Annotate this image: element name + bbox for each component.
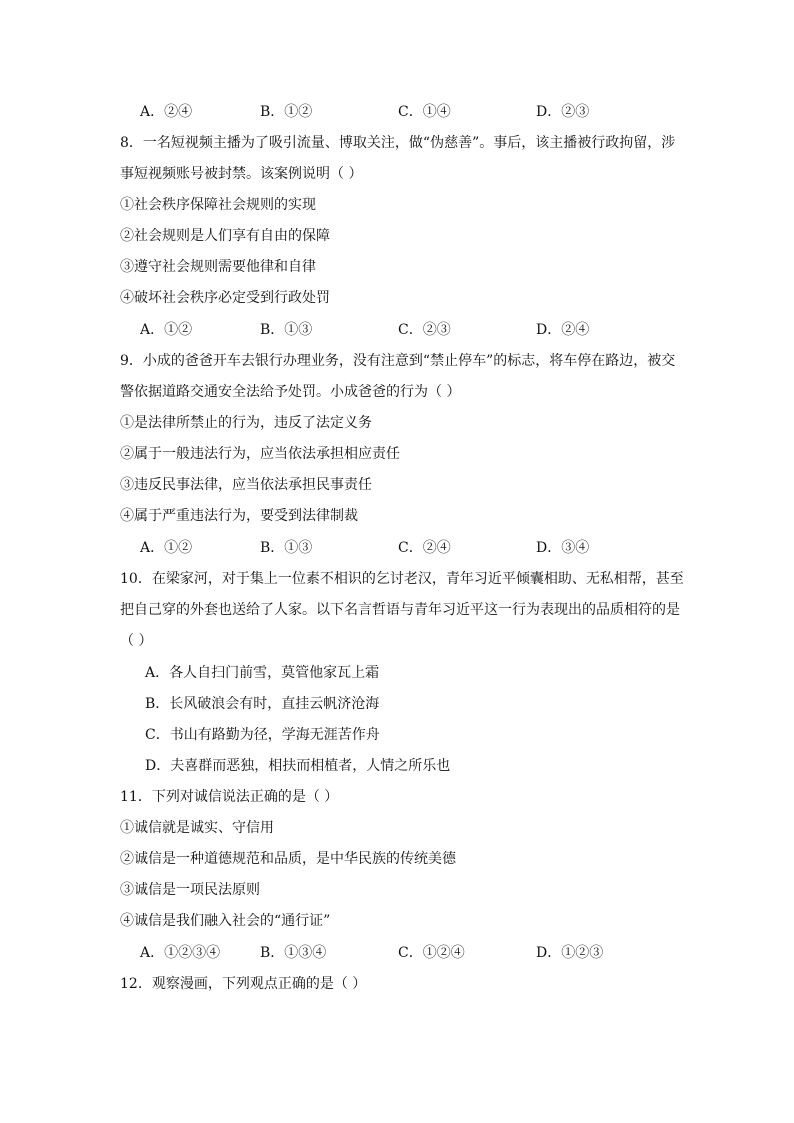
option-b: B．①②	[260, 104, 313, 120]
q10-choice-b: B．长风破浪会有时，直挂云帆济沧海	[145, 696, 380, 712]
q8-stem-line2: 事短视频账号被封禁。该案例说明（ ）	[120, 166, 363, 182]
q9-statement-2: ②属于一般违法行为，应当依法承担相应责任	[120, 446, 400, 462]
option-a: A．①②	[140, 322, 193, 338]
q12-stem-line1: 12．观察漫画，下列观点正确的是（ ）	[120, 976, 367, 992]
q11-stem-line1: 11．下列对诚信说法正确的是（ ）	[120, 789, 339, 805]
q10-choice-a: A．各人自扫门前雪，莫管他家瓦上霜	[145, 665, 380, 681]
option-d: D．①②③	[536, 945, 604, 961]
q11-statement-3: ③诚信是一项民法原则	[120, 882, 260, 898]
q8-statement-3: ③遵守社会规则需要他律和自律	[120, 259, 316, 275]
q9-statement-4: ④属于严重违法行为，要受到法律制裁	[120, 508, 358, 524]
q9-stem-line1: 9．小成的爸爸开车去银行办理业务，没有注意到“禁止停车”的标志，将车停在路边，被交	[120, 353, 676, 369]
option-b: B．①③	[260, 322, 313, 338]
option-c: C．②④	[398, 540, 451, 556]
option-b: B．①③	[260, 540, 313, 556]
q10-stem-line1: 10．在梁家河，对于集上一位素不相识的乞讨老汉，青年习近平倾囊相助、无私相帮，甚至	[120, 571, 684, 587]
q9-stem-line2: 警依据道路交通安全法给予处罚。小成爸爸的行为（ ）	[120, 384, 461, 400]
option-c: C．①④	[398, 104, 451, 120]
q10-choice-d: D．夫喜群而恶独，相扶而相植者，人情之所乐也	[145, 758, 451, 774]
q11-statement-4: ④诚信是我们融入社会的“通行证”	[120, 913, 331, 929]
option-c: C．①②④	[398, 945, 465, 961]
q8-statement-1: ①社会秩序保障社会规则的实现	[120, 197, 316, 213]
option-a: A．①②	[140, 540, 193, 556]
q10-stem-line3: （ ）	[120, 633, 153, 649]
option-d: D．②③	[536, 104, 590, 120]
option-c: C．②③	[398, 322, 451, 338]
q11-statement-1: ①诚信就是诚实、守信用	[120, 820, 274, 836]
q9-statement-3: ③违反民事法律，应当依法承担民事责任	[120, 477, 372, 493]
q10-choice-c: C．书山有路勤为径，学海无涯苦作舟	[145, 727, 380, 743]
option-a: A．②④	[140, 104, 193, 120]
option-b: B．①③④	[260, 945, 327, 961]
q8-statement-4: ④破坏社会秩序必定受到行政处罚	[120, 290, 330, 306]
option-d: D．③④	[536, 540, 590, 556]
option-d: D．②④	[536, 322, 590, 338]
q8-statement-2: ②社会规则是人们享有自由的保障	[120, 228, 330, 244]
q9-statement-1: ①是法律所禁止的行为，违反了法定义务	[120, 415, 372, 431]
q11-statement-2: ②诚信是一种道德规范和品质，是中华民族的传统美德	[120, 851, 456, 867]
option-a: A．①②③④	[140, 945, 221, 961]
q8-stem-line1: 8．一名短视频主播为了吸引流量、博取关注，做“伪慈善”。事后，该主播被行政拘留，涉	[120, 135, 676, 151]
q10-stem-line2: 把自己穿的外套也送给了人家。以下名言哲语与青年习近平这一行为表现出的品质相符的是	[120, 602, 680, 618]
